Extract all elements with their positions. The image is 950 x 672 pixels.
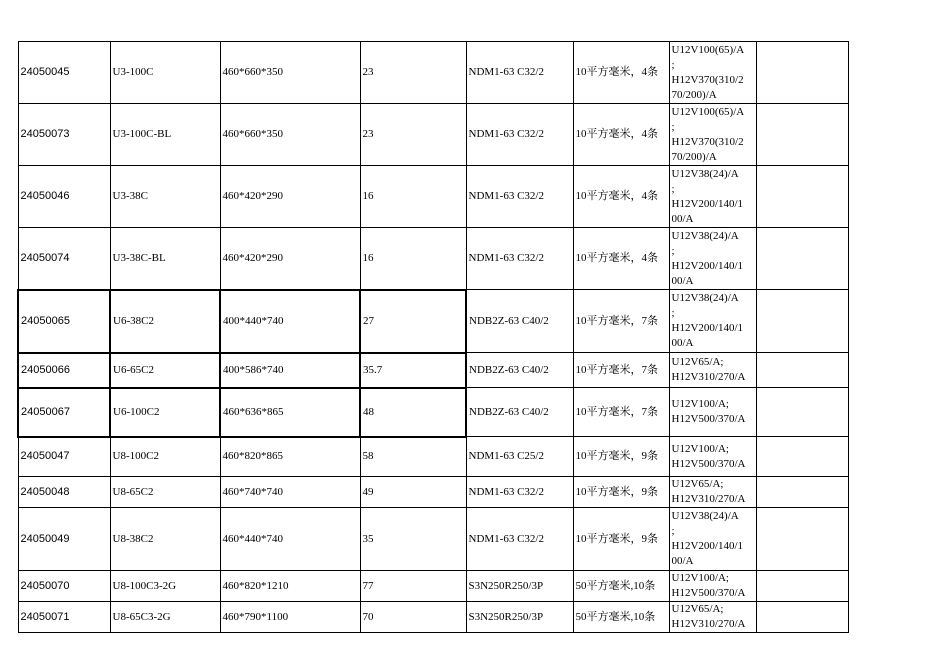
cell-model: U8-65C3-2G xyxy=(110,602,220,633)
cell-empty xyxy=(756,353,848,388)
cell-remark: U12V38(24)/A ; H12V200/140/1 00/A xyxy=(669,508,756,571)
cell-dim: 460*790*1100 xyxy=(220,602,360,633)
cell-model: U6-100C2 xyxy=(110,388,220,437)
cell-cable: 10平方毫米，9条 xyxy=(573,477,669,508)
cell-dim: 460*420*290 xyxy=(220,166,360,228)
cell-model: U3-100C xyxy=(110,42,220,104)
cell-model: U3-38C xyxy=(110,166,220,228)
cell-empty xyxy=(756,166,848,228)
cell-code: 24050071 xyxy=(18,602,110,633)
cell-code: 24050073 xyxy=(18,104,110,166)
cell-code: 24050067 xyxy=(18,388,110,437)
cell-remark: U12V38(24)/A ; H12V200/140/1 00/A xyxy=(669,228,756,290)
cell-code: 24050045 xyxy=(18,42,110,104)
cell-remark: U12V65/A; H12V310/270/A xyxy=(669,353,756,388)
cell-remark: U12V100/A; H12V500/370/A xyxy=(669,388,756,437)
cell-remark: U12V100/A; H12V500/370/A xyxy=(669,571,756,602)
cell-weight: 23 xyxy=(360,104,466,166)
cell-model: U8-38C2 xyxy=(110,508,220,571)
cell-code: 24050066 xyxy=(18,353,110,388)
cell-breaker: NDM1-63 C32/2 xyxy=(466,104,573,166)
cell-weight: 16 xyxy=(360,228,466,290)
cell-empty xyxy=(756,290,848,353)
table-row xyxy=(18,388,848,437)
table-row xyxy=(18,508,848,571)
cell-code: 24050048 xyxy=(18,477,110,508)
cell-breaker: NDM1-63 C25/2 xyxy=(466,437,573,477)
cell-weight: 70 xyxy=(360,602,466,633)
cell-cable: 10平方毫米，4条 xyxy=(573,228,669,290)
cell-cable: 10平方毫米，7条 xyxy=(573,353,669,388)
cell-code: 24050049 xyxy=(18,508,110,571)
table-body xyxy=(18,42,848,633)
cell-cable: 10平方毫米，9条 xyxy=(573,508,669,571)
cell-empty xyxy=(756,602,848,633)
cell-weight: 77 xyxy=(360,571,466,602)
cell-dim: 460*660*350 xyxy=(220,104,360,166)
cell-breaker: NDM1-63 C32/2 xyxy=(466,166,573,228)
table-row xyxy=(18,602,848,633)
cell-code: 24050065 xyxy=(18,290,110,353)
cell-cable: 50平方毫米,10条 xyxy=(573,571,669,602)
table-row xyxy=(18,477,848,508)
cell-empty xyxy=(756,228,848,290)
cell-empty xyxy=(756,104,848,166)
cell-remark: U12V65/A; H12V310/270/A xyxy=(669,602,756,633)
cell-remark: U12V100(65)/A ; H12V370(310/2 70/200)/A xyxy=(669,104,756,166)
cell-empty xyxy=(756,388,848,437)
cell-dim: 460*820*865 xyxy=(220,437,360,477)
cell-weight: 35 xyxy=(360,508,466,571)
cell-cable: 10平方毫米，4条 xyxy=(573,104,669,166)
cell-empty xyxy=(756,437,848,477)
table-row xyxy=(18,228,848,290)
cell-remark: U12V100/A; H12V500/370/A xyxy=(669,437,756,477)
cell-breaker: NDM1-63 C32/2 xyxy=(466,42,573,104)
cell-dim: 460*660*350 xyxy=(220,42,360,104)
cell-empty xyxy=(756,477,848,508)
cell-model: U8-100C2 xyxy=(110,437,220,477)
cell-breaker: NDM1-63 C32/2 xyxy=(466,508,573,571)
cell-dim: 400*586*740 xyxy=(220,353,360,388)
cell-code: 24050047 xyxy=(18,437,110,477)
cell-dim: 460*420*290 xyxy=(220,228,360,290)
table-row xyxy=(18,571,848,602)
cell-cable: 10平方毫米，4条 xyxy=(573,42,669,104)
cell-model: U8-65C2 xyxy=(110,477,220,508)
cell-weight: 16 xyxy=(360,166,466,228)
cell-empty xyxy=(756,508,848,571)
cell-weight: 48 xyxy=(360,388,466,437)
cell-cable: 10平方毫米，7条 xyxy=(573,388,669,437)
cell-breaker: NDB2Z-63 C40/2 xyxy=(466,388,573,437)
cell-breaker: S3N250R250/3P xyxy=(466,571,573,602)
cell-dim: 460*636*865 xyxy=(220,388,360,437)
cell-model: U8-100C3-2G xyxy=(110,571,220,602)
cell-breaker: NDB2Z-63 C40/2 xyxy=(466,353,573,388)
table-row xyxy=(18,42,848,104)
cell-dim: 400*440*740 xyxy=(220,290,360,353)
cell-model: U6-38C2 xyxy=(110,290,220,353)
cell-breaker: NDB2Z-63 C40/2 xyxy=(466,290,573,353)
cell-weight: 23 xyxy=(360,42,466,104)
cell-code: 24050046 xyxy=(18,166,110,228)
cell-cable: 10平方毫米，4条 xyxy=(573,166,669,228)
cell-remark: U12V65/A; H12V310/270/A xyxy=(669,477,756,508)
cell-code: 24050074 xyxy=(18,228,110,290)
table-row xyxy=(18,290,848,353)
cell-model: U3-38C-BL xyxy=(110,228,220,290)
cell-dim: 460*740*740 xyxy=(220,477,360,508)
cell-breaker: S3N250R250/3P xyxy=(466,602,573,633)
cell-weight: 35.7 xyxy=(360,353,466,388)
cell-weight: 58 xyxy=(360,437,466,477)
cell-cable: 10平方毫米，9条 xyxy=(573,437,669,477)
table-row xyxy=(18,104,848,166)
product-spec-table xyxy=(17,41,849,633)
cell-empty xyxy=(756,42,848,104)
cell-dim: 460*820*1210 xyxy=(220,571,360,602)
cell-model: U3-100C-BL xyxy=(110,104,220,166)
cell-weight: 27 xyxy=(360,290,466,353)
table-row xyxy=(18,166,848,228)
cell-code: 24050070 xyxy=(18,571,110,602)
cell-dim: 460*440*740 xyxy=(220,508,360,571)
cell-remark: U12V100(65)/A ; H12V370(310/2 70/200)/A xyxy=(669,42,756,104)
cell-cable: 10平方毫米，7条 xyxy=(573,290,669,353)
cell-weight: 49 xyxy=(360,477,466,508)
cell-model: U6-65C2 xyxy=(110,353,220,388)
cell-remark: U12V38(24)/A ; H12V200/140/1 00/A xyxy=(669,166,756,228)
cell-breaker: NDM1-63 C32/2 xyxy=(466,477,573,508)
cell-remark: U12V38(24)/A ; H12V200/140/1 00/A xyxy=(669,290,756,353)
cell-empty xyxy=(756,571,848,602)
table-row xyxy=(18,437,848,477)
table-row xyxy=(18,353,848,388)
cell-breaker: NDM1-63 C32/2 xyxy=(466,228,573,290)
cell-cable: 50平方毫米,10条 xyxy=(573,602,669,633)
